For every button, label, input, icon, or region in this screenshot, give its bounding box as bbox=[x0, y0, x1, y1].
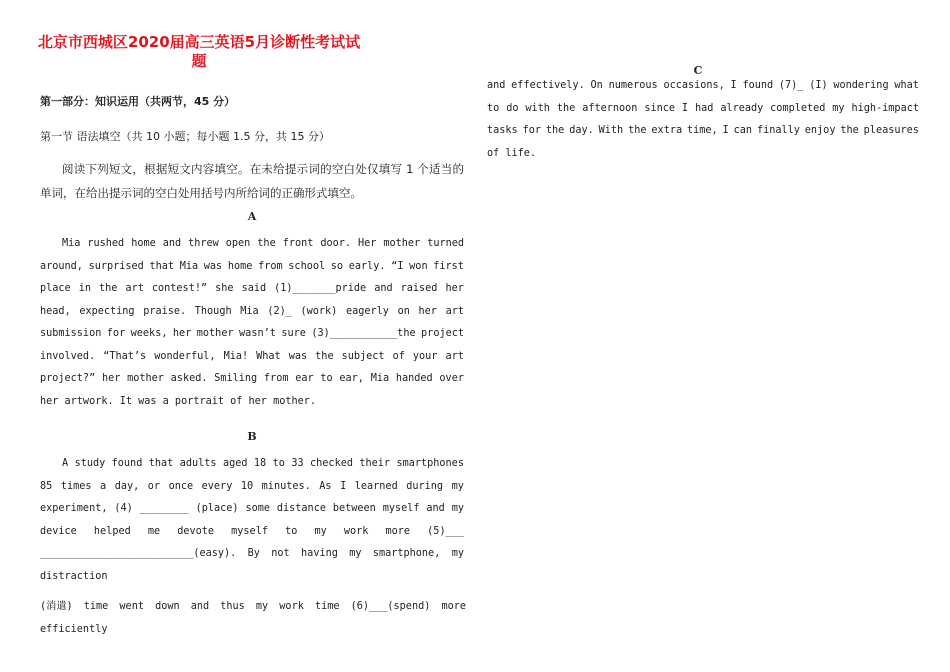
passage-label-c: C bbox=[693, 64, 703, 77]
passage-c-line: tasks for the day. With the extra time, I can finally enjoy the pleasures bbox=[487, 125, 919, 136]
passage-a-line: Mia rushed home and threw open the front door. Her mother turned bbox=[62, 238, 464, 249]
part-heading: 第一部分：知识运用（共两节，45 分） bbox=[40, 95, 236, 108]
passage-a bbox=[40, 233, 464, 413]
passage-a-line: around, surprised that Mia was home from school so early. “I won first bbox=[40, 260, 464, 272]
passage-label-b: B bbox=[247, 430, 257, 443]
passage-a-line: project?” her mother asked. Smiling from ear to ear, Mia handed over bbox=[40, 373, 464, 384]
passage-b bbox=[40, 453, 464, 588]
passage-b-line: distraction bbox=[40, 570, 108, 582]
title-line-1: 北京市西城区2020届高三英语5月诊断性考试试 bbox=[37, 33, 361, 51]
passage-a-line: involved. “That’s wonderful, Mia! What was the subject of your art bbox=[40, 350, 464, 362]
passage-b-line: 85 times a day, or once every 10 minutes. As I learned during my bbox=[40, 480, 464, 492]
passage-b-continuation bbox=[40, 596, 466, 641]
title-line-2: 题 bbox=[191, 52, 207, 70]
passage-b-line: efficiently bbox=[40, 623, 108, 635]
passage-b-line: A study found that adults aged 18 to 33 checked their smartphones bbox=[62, 458, 464, 469]
passage-c-line: and effectively. On numerous occasions, I found (7)_ (I) wondering what bbox=[487, 80, 919, 91]
passage-b-line: experiment, (4) ________ (place) some distance between myself and my bbox=[40, 503, 464, 514]
passage-a-line: submission for weeks, her mother wasn’t sure (3)___________the project bbox=[40, 328, 464, 339]
passage-c-line: of life. bbox=[487, 147, 537, 159]
passage-a-line: place in the art contest!” she said (1)_______pride and raised her bbox=[40, 283, 464, 294]
document-title bbox=[34, 33, 364, 71]
passage-c-line: to do with the afternoon since I had already completed my high-impact bbox=[487, 102, 919, 114]
passage-b-line: _________________________(easy). By not having my smartphone, my bbox=[40, 548, 464, 559]
passage-a-line: head, expecting praise. Though Mia (2)_ (work) eagerly on her art bbox=[40, 305, 464, 317]
passage-c bbox=[487, 75, 919, 165]
passage-a-line: her artwork. It was a portrait of her mother. bbox=[40, 395, 317, 407]
passage-b-line: device helped me devote myself to my work more (5)___ bbox=[40, 525, 464, 537]
passage-b-line: (消遣) time went down and thus my work time (6)___(spend) more bbox=[40, 601, 466, 612]
instructions: 阅读下列短文，根据短文内容填空。在未给提示词的空白处仅填写 1 个适当的单词，在给出提示词的空白处用括号内所给词的正确形式填空。 bbox=[40, 162, 464, 200]
passage-label-a: A bbox=[247, 210, 257, 223]
section-heading: 第一节 语法填空（共 10 小题；每小题 1.5 分，共 15 分） bbox=[40, 130, 330, 143]
